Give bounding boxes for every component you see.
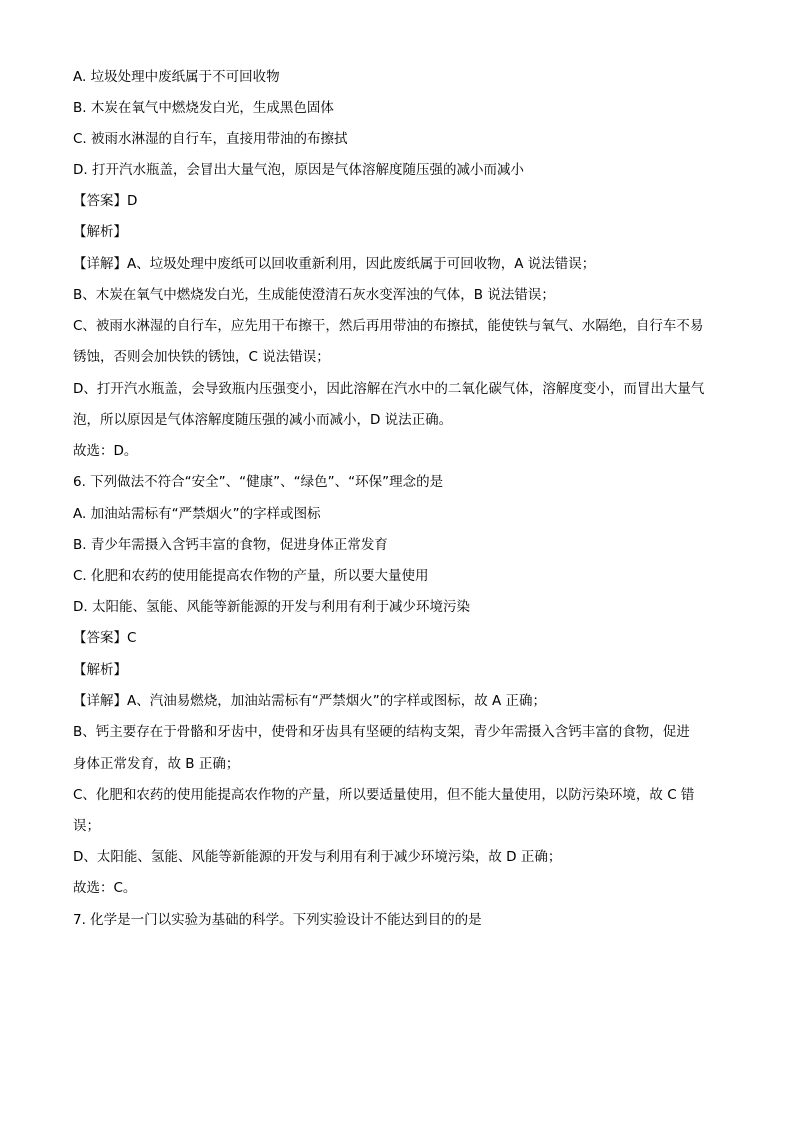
q5-analysis-line: C、被雨水淋湿的自行车，应先用干布擦干，然后再用带油的布擦拭，能使铁与氧气、水隔绝，自行车不易 xyxy=(73,318,704,334)
q5-answer: 【答案】D xyxy=(73,193,138,209)
q5-analysis-line: D、打开汽水瓶盖，会导致瓶内压强变小，因此溶解在汽水中的二氧化碳气体，溶解度变小，而冒出大量气 xyxy=(73,381,705,397)
q5-option-b: B. 木炭在氧气中燃烧发白光，生成黑色固体 xyxy=(73,100,334,116)
q6-option-b: B. 青少年需摄入含钙丰富的食物，促进身体正常发育 xyxy=(73,537,388,553)
q6-option-c: C. 化肥和农药的使用能提高农作物的产量，所以要大量使用 xyxy=(73,568,429,584)
q5-option-d: D. 打开汽水瓶盖，会冒出大量气泡，原因是气体溶解度随压强的减小而减小 xyxy=(73,162,524,178)
q6-analysis-label: 【解析】 xyxy=(73,662,127,678)
q6-option-a: A. 加油站需标有“严禁烟火”的字样或图标 xyxy=(73,506,321,522)
q6-stem: 6. 下列做法不符合“安全”、“健康”、“绿色”、“环保”理念的是 xyxy=(73,474,444,490)
q7-stem: 7. 化学是一门以实验为基础的科学。下列实验设计不能达到目的的是 xyxy=(73,912,482,928)
q5-analysis-label: 【解析】 xyxy=(73,224,127,240)
q6-analysis-line: B、钙主要存在于骨骼和牙齿中，使骨和牙齿具有坚硬的结构支架，青少年需摄入含钙丰富的食物，促进 xyxy=(73,724,690,740)
q5-conclusion: 故选：D。 xyxy=(73,443,138,459)
q6-analysis-line: 【详解】A、汽油易燃烧，加油站需标有“严禁烟火”的字样或图标，故 A 正确； xyxy=(73,693,547,709)
q6-analysis-line: C、化肥和农药的使用能提高农作物的产量，所以要适量使用，但不能大量使用，以防污染环境，故 C 错 xyxy=(73,787,695,803)
q6-analysis-line: 误； xyxy=(73,818,100,834)
q5-option-c: C. 被雨水淋湿的自行车，直接用带油的布擦拭 xyxy=(73,131,348,147)
q6-answer: 【答案】C xyxy=(73,630,137,646)
q5-analysis-line: 【详解】A、垃圾处理中废纸可以回收重新利用，因此废纸属于可回收物，A 说法错误； xyxy=(73,256,596,272)
q5-analysis-line: 锈蚀，否则会加快铁的锈蚀，C 说法错误； xyxy=(73,349,330,365)
q5-analysis-line: 泡，所以原因是气体溶解度随压强的减小而减小，D 说法正确。 xyxy=(73,412,453,428)
q6-option-d: D. 太阳能、氢能、风能等新能源的开发与利用有利于减少环境污染 xyxy=(73,599,470,615)
q6-analysis-line: D、太阳能、氢能、风能等新能源的开发与利用有利于减少环境污染，故 D 正确； xyxy=(73,849,562,865)
q5-option-a: A. 垃圾处理中废纸属于不可回收物 xyxy=(73,69,280,85)
q5-analysis-line: B、木炭在氧气中燃烧发白光，生成能使澄清石灰水变浑浊的气体，B 说法错误； xyxy=(73,287,555,303)
q6-analysis-line: 身体正常发育，故 B 正确； xyxy=(73,756,240,772)
q6-conclusion: 故选：C。 xyxy=(73,880,137,896)
